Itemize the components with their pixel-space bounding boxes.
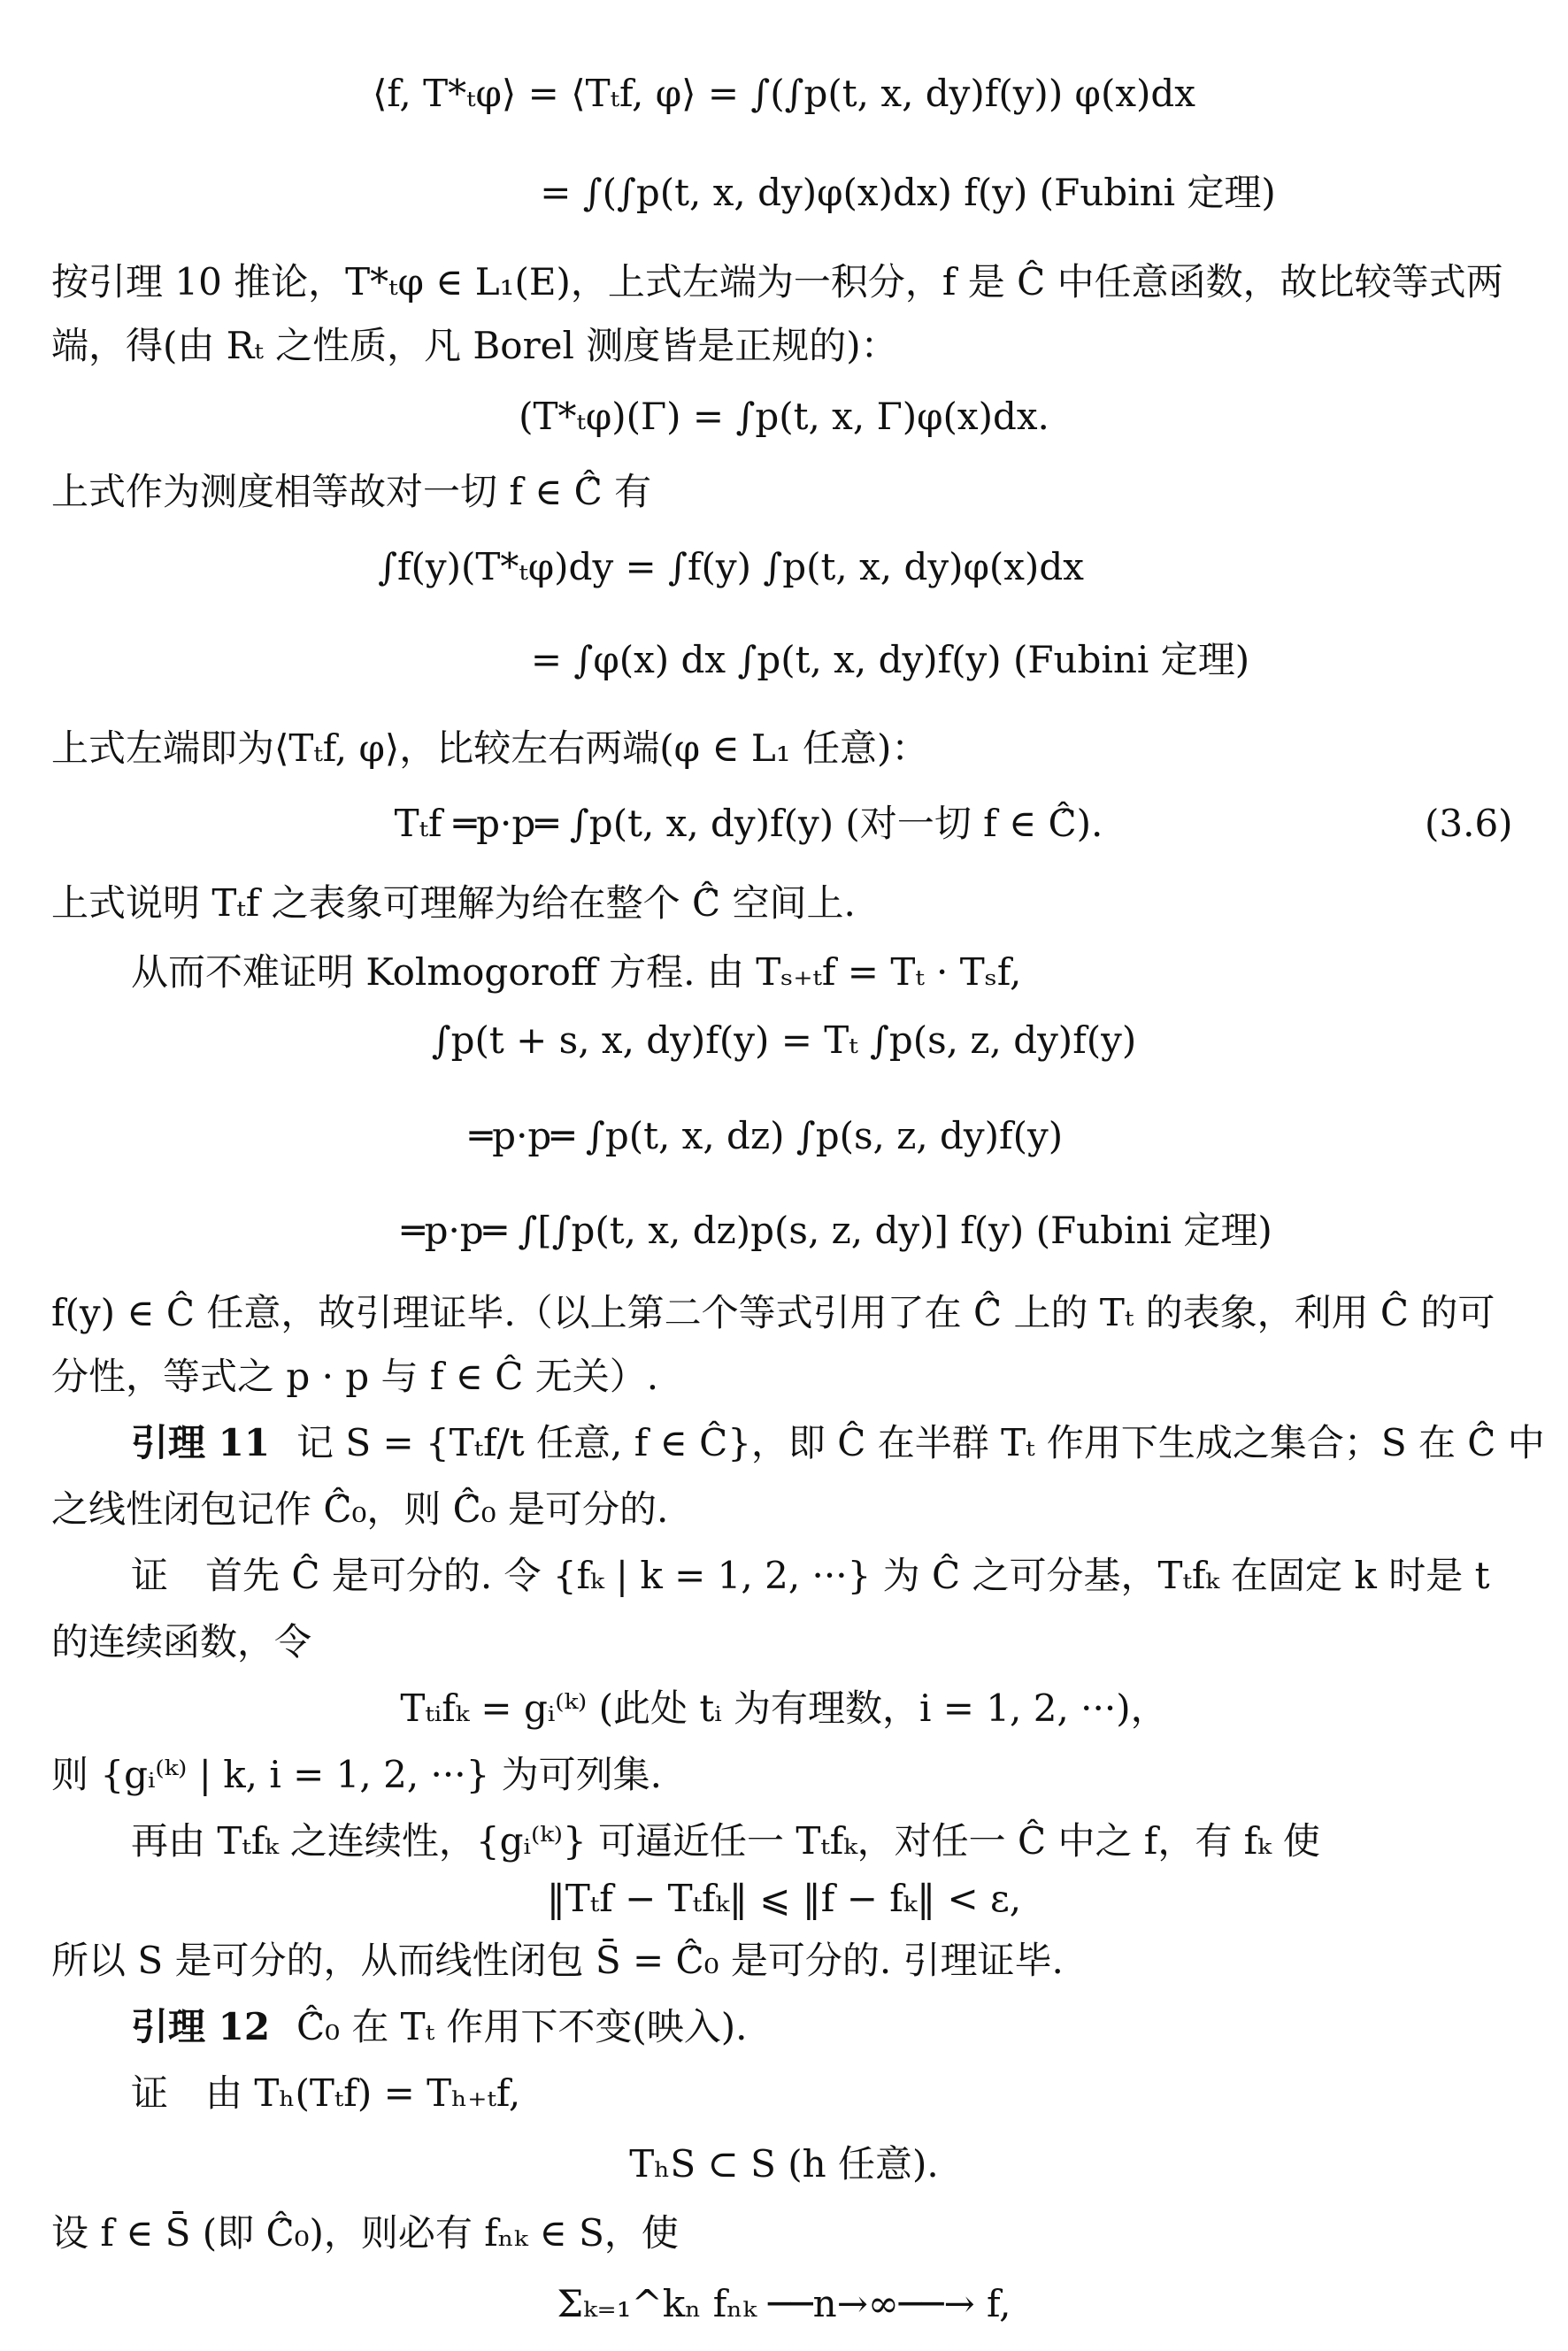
equation-line: = ∫φ(x) dx ∫p(t, x, dy)f(y) (Fubini 定理): [530, 638, 1250, 681]
text-line: 之线性闭包记作 Ĉ̂₀，则 Ĉ̂₀ 是可分的.: [51, 1487, 669, 1531]
equation-line: (T*ₜφ)(Γ) = ∫p(t, x, Γ)φ(x)dx.: [519, 395, 1049, 438]
lemma-heading: 引理 12: [131, 2005, 271, 2048]
text-line: 分性，等式之 p · p 与 f ∈ Ĉ 无关）.: [51, 1355, 659, 1398]
text-line: 上式左端即为⟨Tₜf, φ⟩，比较左右两端(φ ∈ L₁ 任意)：: [51, 726, 929, 770]
text-line: 记 S = {Tₜf/t 任意, f ∈ Ĉ}，即 Ĉ 在半群 Tₜ 作用下生成之集合；S 在 Ĉ̂ 中: [296, 1421, 1545, 1464]
equation-line: TₕS ⊂ S (h 任意).: [629, 2142, 939, 2186]
text-line: 证 由 Tₕ(Tₜf) = Tₕ₊ₜf,: [131, 2071, 521, 2115]
text-line: 上式说明 Tₜf 之表象可理解为给在整个 Ĉ̂ 空间上.: [51, 881, 856, 925]
equation-line: Σₖ₌₁^kₙ fₙₖ ──n→∞──→ f,: [557, 2282, 1011, 2325]
equation-line: Tₜf ═p·p═ ∫p(t, x, dy)f(y) (对一切 f ∈ Ĉ̂).: [394, 802, 1103, 845]
text-line: 设 f ∈ S̄ (即 Ĉ̂₀)，则必有 fₙₖ ∈ S，使: [51, 2211, 679, 2255]
equation-line: ‖Tₜf − Tₜfₖ‖ ⩽ ‖f − fₖ‖ < ε,: [546, 1877, 1022, 1920]
text-line: 则 {gᵢ⁽ᵏ⁾ | k, i = 1, 2, ···} 为可列集.: [51, 1753, 663, 1796]
equation-line: Tₜᵢfₖ = gᵢ⁽ᵏ⁾ (此处 tᵢ 为有理数，i = 1, 2, ···)，: [400, 1686, 1168, 1730]
text-line: 从而不难证明 Kolmogoroff 方程. 由 Tₛ₊ₜf = Tₜ · Tₛf,: [131, 950, 1022, 994]
equation-line: = ∫(∫p(t, x, dy)φ(x)dx) f(y) (Fubini 定理): [540, 171, 1276, 214]
equation-number: (3.6): [1425, 802, 1513, 845]
lemma-heading: 引理 11: [131, 1421, 271, 1464]
equation-line: ═p·p═ ∫p(t, x, dz) ∫p(s, z, dy)f(y): [469, 1114, 1064, 1157]
equation-line: ∫p(t + s, x, dy)f(y) = Tₜ ∫p(s, z, dy)f(y): [431, 1018, 1137, 1062]
text-line: f(y) ∈ Ĉ 任意，故引理证毕.（以上第二个等式引用了在 Ĉ̂ 上的 Tₜ 的表象，利用 Ĉ 的可: [51, 1291, 1495, 1334]
text-line: 的连续函数，令: [51, 1620, 312, 1663]
text-line: 按引理 10 推论，T*ₜφ ∈ L₁(E)，上式左端为一积分，f 是 Ĉ 中任意函数，故比较等式两: [51, 260, 1503, 303]
text-line: 再由 Tₜfₖ 之连续性，{gᵢ⁽ᵏ⁾} 可逼近任一 Tₜfₖ，对任一 Ĉ 中之 f，有 fₖ 使: [131, 1819, 1320, 1863]
text-line: 证 首先 Ĉ 是可分的. 令 {fₖ | k = 1, 2, ···} 为 Ĉ 之可分基，Tₜfₖ 在固定 k 时是 t: [131, 1554, 1490, 1597]
equation-line: ∫f(y)(T*ₜφ)dy = ∫f(y) ∫p(t, x, dy)φ(x)dx: [378, 545, 1084, 588]
equation-line: ═p·p═ ∫[∫p(t, x, dz)p(s, z, dy)] f(y) (Fubini 定理): [402, 1209, 1272, 1252]
text-line: 端，得(由 Rₜ 之性质，凡 Borel 测度皆是正规的)：: [51, 324, 898, 367]
text-line: Ĉ̂₀ 在 Tₜ 作用下不变(映入).: [296, 2005, 748, 2048]
text-line: 上式作为测度相等故对一切 f ∈ Ĉ̂ 有: [51, 470, 652, 513]
equation-line: ⟨f, T*ₜφ⟩ = ⟨Tₜf, φ⟩ = ∫(∫p(t, x, dy)f(y)) φ(x)dx: [373, 72, 1195, 115]
text-line: 所以 S 是可分的，从而线性闭包 S̄ = Ĉ̂₀ 是可分的. 引理证毕.: [51, 1939, 1064, 1982]
